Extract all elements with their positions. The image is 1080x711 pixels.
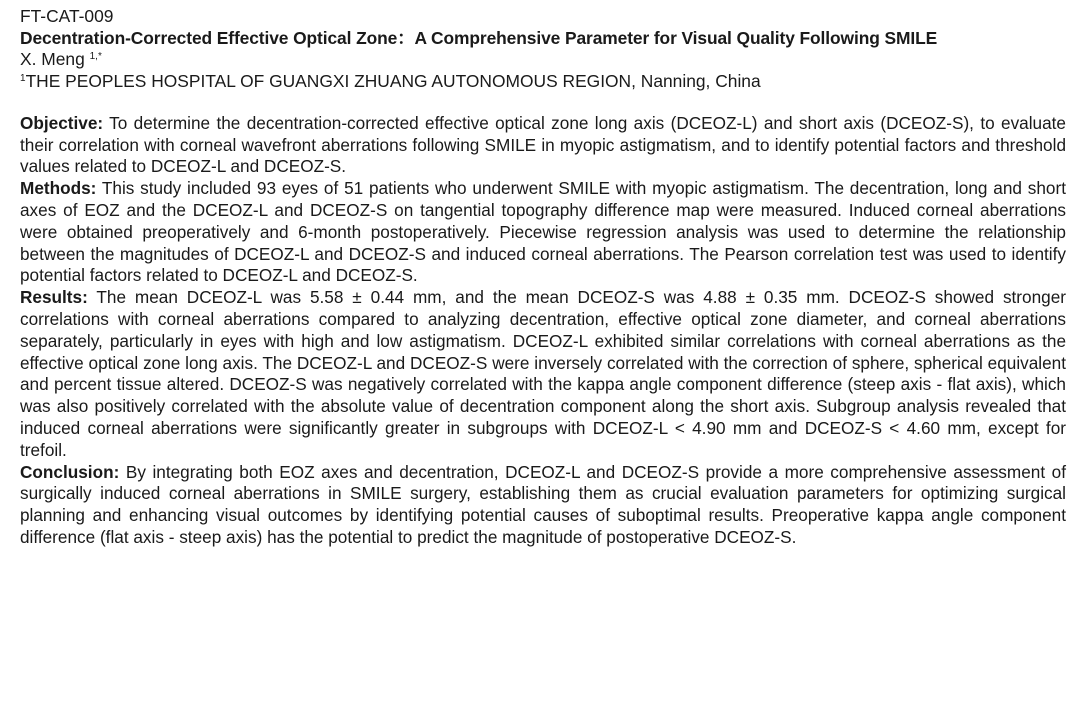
objective-paragraph	[20, 113, 1066, 178]
methods-text: This study included 93 eyes of 51 patients who underwent SMILE with myopic astigmatism. The decentration, long and short axes of EOZ and the DCEOZ-L and DCEOZ-S on tangential topography difference map were measured. Induced corneal aberrations were obtained preoperatively and 6-month postoperatively. Piecewise regression analysis was used to determine the relationship between the magnitudes of DCEOZ-L and DCEOZ-S and induced corneal aberrations. The Pearson correlation test was used to identify potential factors related to DCEOZ-L and DCEOZ-S.	[20, 178, 1066, 286]
affiliation-line	[20, 71, 1066, 93]
abstract-code: FT-CAT-009	[20, 6, 114, 26]
methods-paragraph	[20, 178, 1066, 287]
conclusion-text: By integrating both EOZ axes and decentration, DCEOZ-L and DCEOZ-S provide a more comprehensive assessment of surgically induced corneal aberrations in SMILE surgery, establishing them as crucial evaluation parameters for optimizing surgical planning and enhancing visual outcomes by identifying potential causes of suboptimal results. Preoperative kappa angle component difference (flat axis - steep axis) has the potential to predict the magnitude of postoperative DCEOZ-S.	[20, 461, 1066, 547]
abstract-title: Decentration-Corrected Effective Optical Zone：A Comprehensive Parameter for Visual Quality Following SMILE	[20, 27, 938, 48]
objective-text: To determine the decentration-corrected effective optical zone long axis (DCEOZ-L) and short axis (DCEOZ-S), to evaluate their correlation with corneal wavefront aberrations following SMILE in myopic astigmatism, and to identify potential factors and threshold values related to DCEOZ-L and DCEOZ-S.	[20, 112, 1066, 177]
affiliation-text: THE PEOPLES HOSPITAL OF GUANGXI ZHUANG AUTONOMOUS REGION, Nanning, China	[25, 71, 761, 92]
conclusion-paragraph	[20, 462, 1066, 549]
header-spacer	[20, 93, 1066, 113]
author-superscript: 1,*	[89, 51, 102, 63]
affiliation-superscript: 1	[20, 73, 26, 85]
objective-label: Objective:	[20, 112, 104, 133]
author-name: X. Meng	[20, 49, 85, 70]
methods-label: Methods:	[20, 178, 97, 199]
results-text: The mean DCEOZ-L was 5.58 ± 0.44 mm, and the mean DCEOZ-S was 4.88 ± 0.35 mm. DCEOZ-S showed stronger correlations with corneal aberrations compared to analyzing decentration, effective optical zone diameter, and corneal aberrations separately, particularly in eyes with high and low astigmatism. DCEOZ-L exhibited similar correlations with corneal aberrations as the effective optical zone long axis. The DCEOZ-L and DCEOZ-S were inversely correlated with the correction of sphere, spherical equivalent and percent tissue altered. DCEOZ-S was negatively correlated with the kappa angle component difference (steep axis - flat axis), which was also positively correlated with the absolute value of decentration component along the short axis. Subgroup analysis revealed that induced corneal aberrations were significantly greater in subgroups with DCEOZ-L < 4.90 mm and DCEOZ-S < 4.60 mm, except for trefoil.	[20, 287, 1066, 460]
author-line	[20, 49, 1066, 71]
results-label: Results:	[20, 287, 88, 308]
conclusion-label: Conclusion:	[20, 461, 120, 482]
results-paragraph	[20, 287, 1066, 461]
